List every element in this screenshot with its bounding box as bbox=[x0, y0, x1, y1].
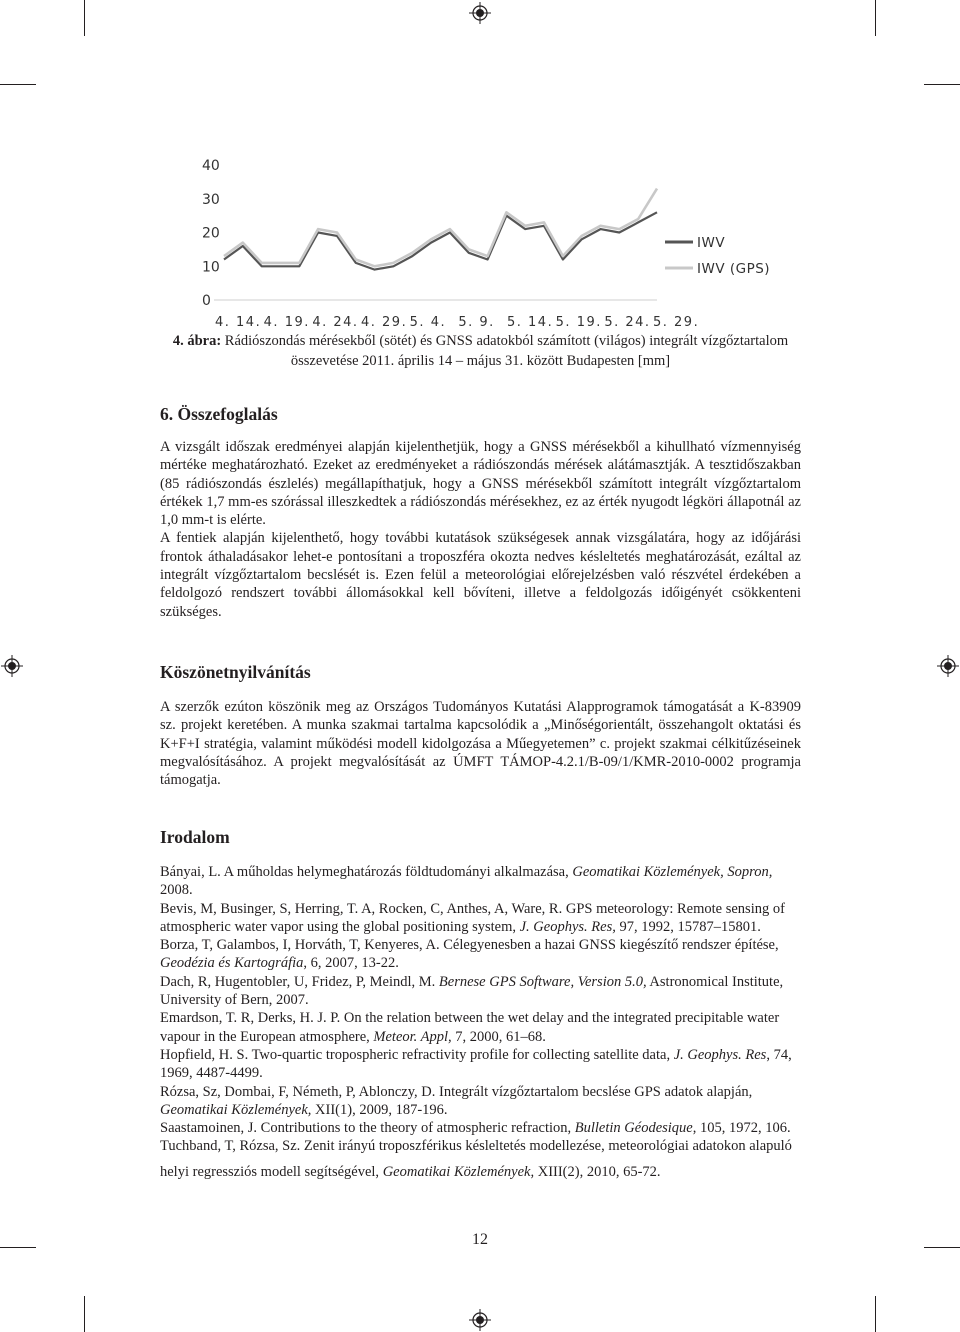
y-tick-label: 30 bbox=[202, 191, 220, 208]
summary-paragraph-1: A vizsgált időszak eredményei alapján kijelenthetjük, hogy a GNSS mérésekből a kihullható vízmennyiség mértéke meghatározható. Ezeket az eredményeket a rádiószondás mérések alátámasztják. A tesztidőszakban (85 rádiószondás észlelés) megállapíthatjuk, hogy a GNSS mérésekből számított integrált vízgőztartalom értékek 1,7 mm-es szórással illeszkedtek a rádiószondás mérésekhez, ez az érték nyugodt légköri állapotnál az 1,0 mm-t is elérte. bbox=[160, 439, 801, 529]
section-heading: 6. Összefoglalás bbox=[160, 404, 278, 424]
acknowledgement-heading: Köszönetnyilvánítás bbox=[160, 662, 311, 682]
legend-label: IWV bbox=[697, 235, 726, 251]
crop-mark bbox=[0, 84, 36, 85]
y-tick-label: 10 bbox=[202, 259, 220, 276]
references-heading: Irodalom bbox=[160, 827, 230, 847]
registration-mark-icon bbox=[937, 655, 959, 677]
figure-caption bbox=[160, 331, 801, 371]
reference-item: Tuchband, T, Rózsa, Sz. Zenit irányú troposzférikus késleltetés modellezése, meteorológiai adatokon alapuló helyi regressziós modell segítségével, Geomatikai Közlemények, XIII(2), 2010, 65-72. bbox=[160, 1138, 792, 1181]
registration-mark-icon bbox=[469, 1309, 491, 1331]
reference-item: Saastamoinen, J. Contributions to the theory of atmospheric refraction, Bulletin Géodesique, 105, 1972, 106. bbox=[160, 1120, 791, 1137]
series-line-iwv bbox=[224, 212, 657, 269]
page-number: 12 bbox=[472, 1231, 488, 1248]
crop-mark bbox=[924, 84, 960, 85]
caption-text: Rádiószondás mérésekből (sötét) és GNSS adatokból számított (világos) integrált vízgőztartalom összevetése 2011. április 14 – május 31. között Budapesten [mm] bbox=[224, 333, 789, 369]
y-tick-label: 40 bbox=[202, 158, 220, 174]
reference-item: Emardson, T. R, Derks, H. J. P. On the relation between the wet delay and the integrated precipitable water vapour in the European atmosphere, Meteor. Appl, 7, 2000, 61–68. bbox=[160, 1010, 780, 1045]
x-tick-label: 5. 19. bbox=[555, 315, 602, 330]
x-tick-label: 5. 4. bbox=[409, 315, 447, 330]
reference-item: Hopfield, H. S. Two-quartic tropospheric refractivity profile for collecting satellite data, J. Geophys. Res, 74, 1969, 4487-4499. bbox=[160, 1046, 792, 1082]
x-tick-label: 5. 14. bbox=[507, 315, 554, 330]
crop-mark bbox=[84, 1296, 85, 1332]
registration-mark-icon bbox=[1, 655, 23, 677]
y-tick-label: 20 bbox=[202, 225, 220, 242]
crop-mark bbox=[84, 0, 85, 36]
iwv-line-chart bbox=[160, 150, 800, 335]
summary-paragraph-2: A fentiek alapján kijelenthető, hogy további kutatások szükségesek annak vizsgálatára, hogy az időjárási frontok áthaladásakor lehet-e pontosítani a troposzféra okozta nedves késleltetés meghatározását, ezáltal az integrált vízgőztartalom becslését is. Ezen felül a meteorológiai előrejelzésben való részvétel érdekében a feldolgozó rendszert további állomásokkal kell bővíteni, illetve a feldolgozás időigényét csökkenteni szükséges. bbox=[160, 530, 801, 620]
reference-item: Dach, R, Hugentobler, U, Fridez, P, Meindl, M. Bernese GPS Software, Version 5.0, Astronomical Institute, University of Bern, 2007. bbox=[160, 973, 784, 1009]
x-tick-label: 4. 29. bbox=[361, 315, 408, 330]
reference-item: Borza, T, Galambos, I, Horváth, T, Kenyeres, A. Célegyenesben a hazai GNSS kiegészítő rendszer építése, Geodézia és Kartográfia, 6, 2007, 13-22. bbox=[160, 937, 779, 972]
summary-section bbox=[160, 404, 801, 621]
crop-mark bbox=[875, 1296, 876, 1332]
acknowledgement-text: A szerzők ezúton köszönik meg az Országos Tudományos Kutatási Alapprogramok támogatását a K-83909 sz. projekt keretében. A munka szakmai tartalma kapcsolódik a „Minőségorientált, összehangolt oktatási és K+F+I stratégia, valamint működési modell kidolgozása a Műegyetemen” c. projekt szakmai célkitűzéseinek megvalósításához. A projekt megvalósítását az ÚMFT TÁMOP-4.2.1/B-09/1/KMR-2010-0002 programja támogatja. bbox=[160, 699, 801, 789]
series-line-iwv-gps bbox=[224, 189, 657, 267]
x-tick-label: 4. 19. bbox=[263, 315, 310, 330]
x-tick-label: 5. 29. bbox=[653, 315, 700, 330]
reference-item: Rózsa, Sz, Dombai, F, Németh, P, Ablonczy, D. Integrált vízgőztartalom becslése GPS adatok alapján, Geomatikai Közlemények, XII(1), 2009, 187-196. bbox=[160, 1083, 753, 1118]
x-tick-label: 4. 14. bbox=[215, 315, 262, 330]
reference-item: Bányai, L. A műholdas helymeghatározás földtudományi alkalmazása, Geomatikai Közlemények, Sopron, 2008. bbox=[160, 864, 773, 899]
registration-mark-icon bbox=[469, 2, 491, 24]
x-tick-label: 5. 9. bbox=[458, 315, 495, 330]
reference-item: Bevis, M, Businger, S, Herring, T. A, Rocken, C, Anthes, A, Ware, R. GPS meteorology: Remote sensing of atmospheric water vapor using the global positioning system, J. Geophys. Res, 97, 1992, 15787–15801. bbox=[160, 900, 785, 935]
crop-mark bbox=[875, 0, 876, 36]
references-section bbox=[160, 827, 801, 1185]
caption-label: 4. ábra: bbox=[172, 333, 222, 349]
x-tick-label: 4. 24. bbox=[312, 315, 359, 330]
x-tick-label: 5. 24. bbox=[604, 315, 651, 330]
legend-label: IWV (GPS) bbox=[697, 261, 771, 277]
acknowledgement-section bbox=[160, 662, 801, 789]
y-tick-label: 0 bbox=[202, 293, 211, 309]
